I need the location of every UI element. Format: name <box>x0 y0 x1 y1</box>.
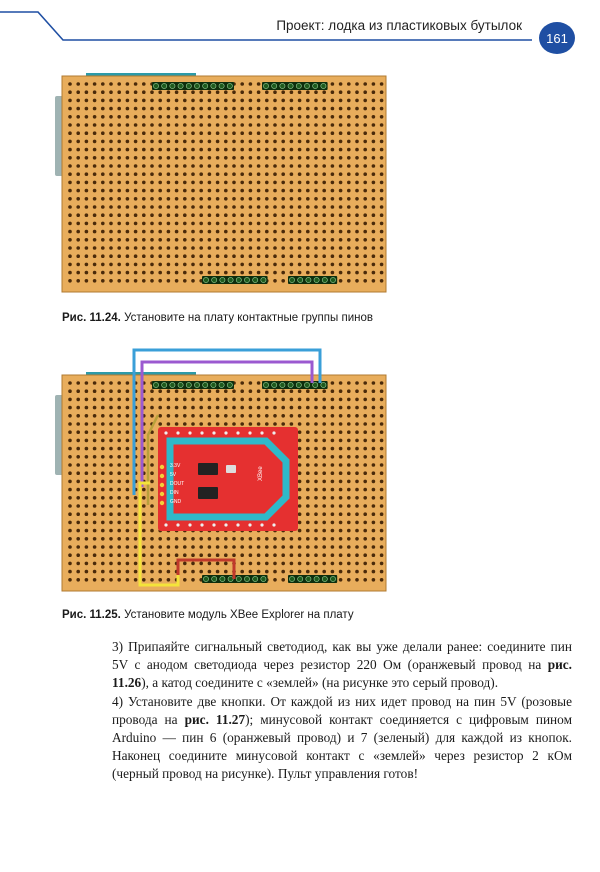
xbee-module-pin <box>160 501 164 505</box>
figure-reference: рис. 11.27 <box>184 711 246 727</box>
xbee-module-pin <box>272 431 275 434</box>
figure-11-25-number: Рис. 11.25. <box>62 609 121 621</box>
xbee-module-pin <box>176 431 179 434</box>
xbee-module-pin <box>224 431 227 434</box>
xbee-module-pin <box>248 431 251 434</box>
header-pins-bottom-right <box>288 276 337 284</box>
figure-11-25-xbee-explorer-board <box>50 345 390 595</box>
xbee-module-pin <box>160 465 164 469</box>
xbee-module-pin <box>164 431 167 434</box>
xbee-module-pin <box>272 523 275 526</box>
chip-3 <box>226 465 236 473</box>
xbee-module-pin <box>236 431 239 434</box>
figure-11-24-number: Рис. 11.24. <box>62 312 121 324</box>
xbee-module-pin <box>236 523 239 526</box>
paragraph-step-4: 4) Установите две кнопки. От каждой из них идет провод на пин 5V (розовые провода на рис. 11.27); минусовой контакт соединяется с цифровым пином Arduino — пин 6 (оранжевый провод) и 7 (зеленый) для каждой из кнопок. Наконец соедините минусовой контакт с «землей» через резистор 2 кОм (черный провод на рисунке). Пульт управления готов! <box>112 693 572 782</box>
xbee-pin-label: GND <box>170 499 182 505</box>
xbee-module-pin <box>176 523 179 526</box>
header-pins-bottom-right <box>288 575 337 583</box>
xbee-module-pin <box>160 492 164 496</box>
body-text <box>112 638 572 784</box>
figure-11-25-caption <box>62 609 354 621</box>
xbee-pin-label: 3.3V <box>170 463 181 469</box>
paragraph-step-3: 3) Припаяйте сигнальный светодиод, как вы уже делали ранее: соедините пин 5V с анодом светодиода через резистор 220 Ом (оранжевый провод на рис. 11.26), а катод соедините с «землей» (на рисунке это серый провод). <box>112 639 572 691</box>
page-number-badge: 161 <box>539 22 575 54</box>
xbee-module-pin <box>160 474 164 478</box>
xbee-module-pin <box>164 523 167 526</box>
running-header-title: Проект: лодка из пластиковых бутылок <box>276 18 522 33</box>
xbee-brand-label: XBee <box>258 466 264 481</box>
xbee-pin-label: 5V <box>170 472 177 478</box>
figure-11-24-caption <box>62 312 373 324</box>
header-pins-top-right <box>262 381 328 389</box>
xbee-pin-label: DIN <box>170 490 179 496</box>
xbee-pin-label: DOUT <box>170 481 185 487</box>
xbee-module-pin <box>212 431 215 434</box>
figure-11-25-text: Установите модуль XBee Explorer на плату <box>124 609 354 621</box>
xbee-module-pin <box>160 483 164 487</box>
header-pins-top-left <box>152 381 234 389</box>
chip-2 <box>198 487 218 499</box>
xbee-module-pin <box>200 431 203 434</box>
xbee-module-pin <box>212 523 215 526</box>
header-pins-top-right <box>262 82 328 90</box>
header-pins-top-left <box>152 82 234 90</box>
chip-1 <box>198 463 218 475</box>
figure-11-24-text: Установите на плату контактные группы пинов <box>124 312 373 324</box>
xbee-module-pin <box>248 523 251 526</box>
xbee-module-pin <box>200 523 203 526</box>
header-pins-bottom-left <box>202 276 268 284</box>
figure-reference: рис. 11.26 <box>112 657 572 691</box>
xbee-module-pin <box>260 431 263 434</box>
xbee-explorer-module <box>158 427 298 531</box>
xbee-module-pin <box>224 523 227 526</box>
xbee-module-pin <box>188 431 191 434</box>
figure-11-24-pin-headers-board <box>50 70 390 300</box>
xbee-module-pin <box>188 523 191 526</box>
xbee-module-pin <box>260 523 263 526</box>
